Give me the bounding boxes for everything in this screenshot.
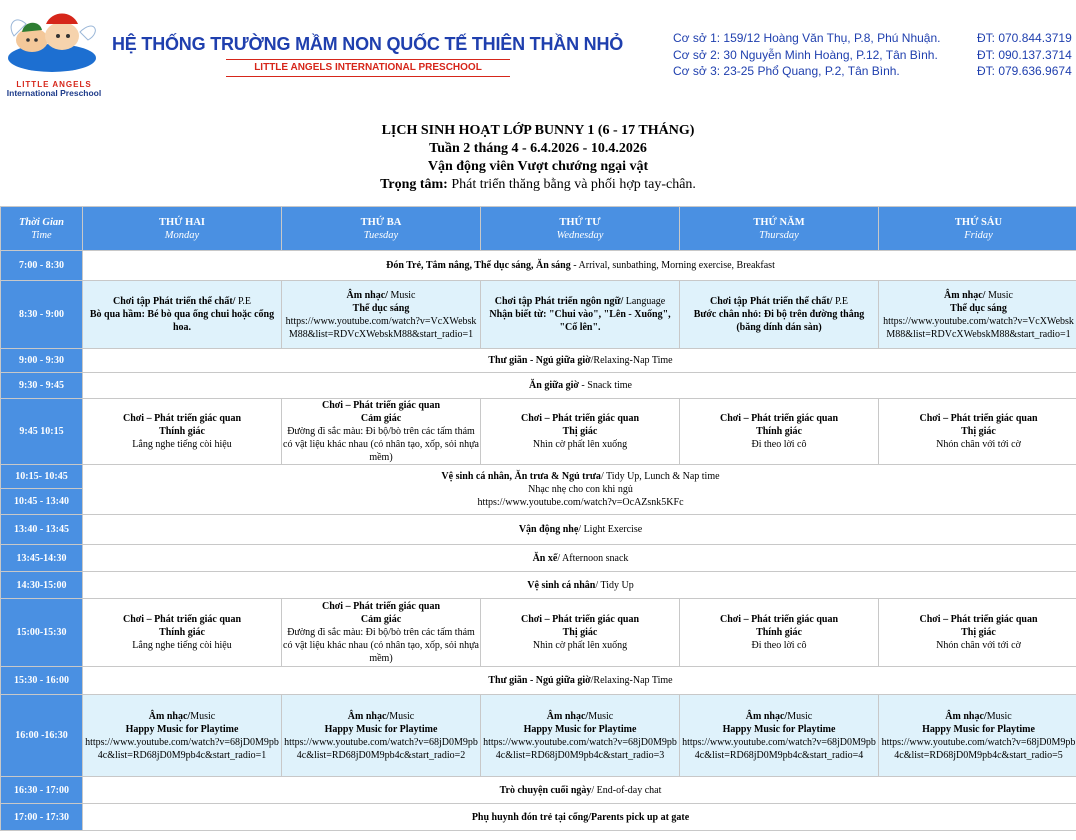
activity-cell: Thư giãn - Ngủ giữa giờ/Relaxing-Nap Time: [83, 349, 1076, 373]
table-header-row: [1, 207, 1076, 251]
activity-cell: Đón Trẻ, Tắm nắng, Thể dục sáng, Ăn sáng - Arrival, sunbathing, Morning exercise, Breakfast: [83, 251, 1076, 281]
logo-text-sub: International Preschool: [6, 88, 102, 98]
schedule-focus: Trọng tâm: Phát triển thăng bằng và phối hợp tay-chân.: [380, 177, 696, 192]
table-row: [1, 572, 1076, 599]
activity-cell: Chơi – Phát triển giác quan Thị giác Nhón chân với tới cờ: [879, 399, 1076, 465]
time-cell: 7:00 - 8:30: [1, 251, 83, 281]
activity-cell: Chơi tập Phát triển ngôn ngữ/ Language Nhận biết từ: "Chui vào", "Lên - Xuống", "Cố lên".: [481, 281, 680, 349]
schedule-title: [0, 122, 1076, 194]
column-header-day: THỨ NĂM Thursday: [680, 207, 879, 251]
table-row: [1, 515, 1076, 545]
branch-phone: ĐT: 079.636.9674: [977, 64, 1072, 78]
activity-cell: Chơi – Phát triển giác quan Thị giác Nhón chân với tới cờ: [879, 599, 1076, 667]
activity-cell: Chơi – Phát triển giác quan Thị giác Nhìn cờ phất lên xuống: [481, 399, 680, 465]
column-header-day: THỨ SÁU Friday: [879, 207, 1076, 251]
activity-cell: Vận động nhẹ/ Light Exercise: [83, 515, 1076, 545]
activity-cell: Trò chuyện cuối ngày/ End-of-day chat: [83, 777, 1076, 804]
activity-cell: Chơi – Phát triển giác quan Thị giác Nhìn cờ phất lên xuống: [481, 599, 680, 667]
activity-cell: Chơi – Phát triển giác quan Cảm giác Đường đi sắc màu: Đi bộ/bò trên các tấm thảm có vật liệu khác nhau (cỏ nhân tạo, xốp, sỏi nhựa mềm): [282, 599, 481, 667]
music-link[interactable]: https://www.youtube.com/watch?v=VcXWebskM88&list=RDVcXWebskM88&start_radio=1: [883, 315, 1074, 340]
time-cell: 13:40 - 13:45: [1, 515, 83, 545]
branch-address: Cơ sở 3: 23-25 Phổ Quang, P.2, Tân Bình.: [673, 64, 900, 78]
branch-item: [673, 63, 1073, 80]
activity-cell: Phụ huynh đón trẻ tại cổng/Parents pick up at gate: [83, 804, 1076, 831]
time-cell: 16:00 -16:30: [1, 695, 83, 777]
activity-cell: Ăn xế/ Afternoon snack: [83, 545, 1076, 572]
table-row: [1, 465, 1076, 489]
school-logo: [2, 6, 104, 98]
time-cell: 8:30 - 9:00: [1, 281, 83, 349]
activity-cell: Âm nhạc/ Music Thể dục sáng https://www.youtube.com/watch?v=VcXWebskM88&list=RDVcXWebskM88&start_radio=1: [282, 281, 481, 349]
table-row: [1, 373, 1076, 399]
table-row: [1, 667, 1076, 695]
branch-item: [673, 47, 1073, 64]
music-link[interactable]: https://www.youtube.com/watch?v=68jD0M9pb4c&list=RD68jD0M9pb4c&start_radio=5: [881, 736, 1076, 761]
lullaby-link[interactable]: https://www.youtube.com/watch?v=OcAZsnk5KFc: [477, 497, 684, 508]
branch-phone: ĐT: 090.137.3714: [977, 47, 1072, 62]
activity-cell: Chơi – Phát triển giác quan Thính giác Lắng nghe tiếng còi hiệu: [83, 399, 282, 465]
schedule-week: Tuần 2 tháng 4 - 6.4.2026 - 10.4.2026: [429, 141, 647, 156]
time-cell: 15:30 - 16:00: [1, 667, 83, 695]
table-row: [1, 281, 1076, 349]
table-row: [1, 804, 1076, 831]
time-cell: 10:15- 10:45: [1, 465, 83, 489]
school-title: HỆ THỐNG TRƯỜNG MẦM NON QUỐC TẾ THIÊN THẦN NHỎ: [112, 34, 624, 54]
activity-cell: Vệ sinh cá nhân, Ăn trưa & Ngủ trưa/ Tidy Up, Lunch & Nap time Nhạc nhẹ cho con khi ngủ https://www.youtube.com/watch?v=OcAZsnk5KFc: [83, 465, 1076, 515]
time-cell: 17:00 - 17:30: [1, 804, 83, 831]
schedule-theme: Vận động viên Vượt chướng ngại vật: [427, 159, 649, 174]
music-link[interactable]: https://www.youtube.com/watch?v=68jD0M9pb4c&list=RD68jD0M9pb4c&start_radio=1: [85, 736, 279, 761]
branch-item: [673, 30, 1073, 47]
table-row: [1, 599, 1076, 667]
activity-cell: Âm nhạc/ Music Thể dục sáng https://www.youtube.com/watch?v=VcXWebskM88&list=RDVcXWebskM88&start_radio=1: [879, 281, 1076, 349]
branch-address: Cơ sở 1: 159/12 Hoàng Văn Thụ, P.8, Phú Nhuận.: [673, 31, 941, 45]
activity-cell: Âm nhạc/Music Happy Music for Playtime https://www.youtube.com/watch?v=68jD0M9pb4c&list=RD68jD0M9pb4c&start_radio=4: [680, 695, 879, 777]
music-link[interactable]: https://www.youtube.com/watch?v=VcXWebskM88&list=RDVcXWebskM88&start_radio=1: [285, 315, 477, 340]
logo-text-name: LITTLE ANGELS: [16, 80, 92, 89]
activity-cell: Chơi – Phát triển giác quan Thính giác Lắng nghe tiếng còi hiệu: [83, 599, 282, 667]
time-cell: 13:45-14:30: [1, 545, 83, 572]
school-subtitle: LITTLE ANGELS INTERNATIONAL PRESCHOOL: [226, 59, 510, 77]
music-link[interactable]: https://www.youtube.com/watch?v=68jD0M9pb4c&list=RD68jD0M9pb4c&start_radio=3: [483, 736, 677, 761]
music-link[interactable]: https://www.youtube.com/watch?v=68jD0M9pb4c&list=RD68jD0M9pb4c&start_radio=4: [682, 736, 876, 761]
page-header: [0, 0, 1076, 100]
music-link[interactable]: https://www.youtube.com/watch?v=68jD0M9pb4c&list=RD68jD0M9pb4c&start_radio=2: [284, 736, 478, 761]
table-row: [1, 251, 1076, 281]
activity-cell: Ăn giữa giờ - Snack time: [83, 373, 1076, 399]
branch-list: [673, 30, 1073, 80]
activity-cell: Chơi – Phát triển giác quan Thính giác Đi theo lời cô: [680, 599, 879, 667]
table-row: [1, 545, 1076, 572]
schedule-title-line: LỊCH SINH HOẠT LỚP BUNNY 1 (6 - 17 THÁNG): [381, 123, 695, 138]
activity-cell: Chơi tập Phát triển thể chất/ P.E Bò qua hầm: Bé bò qua ống chui hoặc cổng hoa.: [83, 281, 282, 349]
table-row: [1, 399, 1076, 465]
table-row: [1, 777, 1076, 804]
activity-cell: Chơi tập Phát triển thể chất/ P.E Bước chân nhỏ: Đi bộ trên đường thẳng (băng dính dán sàn): [680, 281, 879, 349]
activity-cell: Âm nhạc/Music Happy Music for Playtime https://www.youtube.com/watch?v=68jD0M9pb4c&list=RD68jD0M9pb4c&start_radio=3: [481, 695, 680, 777]
time-cell: 9:00 - 9:30: [1, 349, 83, 373]
time-cell: 15:00-15:30: [1, 599, 83, 667]
time-cell: 14:30-15:00: [1, 572, 83, 599]
column-header-day: THỨ BA Tuesday: [282, 207, 481, 251]
column-header-day: THỨ TƯ Wednesday: [481, 207, 680, 251]
time-cell: 9:30 - 9:45: [1, 373, 83, 399]
column-header-time: Thời Gian Time: [1, 207, 83, 251]
time-cell: 9:45 10:15: [1, 399, 83, 465]
activity-cell: Âm nhạc/Music Happy Music for Playtime https://www.youtube.com/watch?v=68jD0M9pb4c&list=RD68jD0M9pb4c&start_radio=1: [83, 695, 282, 777]
time-cell: 16:30 - 17:00: [1, 777, 83, 804]
time-cell: 10:45 - 13:40: [1, 489, 83, 515]
branch-address: Cơ sở 2: 30 Nguyễn Minh Hoàng, P.12, Tân Bình.: [673, 47, 938, 62]
activity-cell: Vệ sinh cá nhân/ Tidy Up: [83, 572, 1076, 599]
activity-cell: Chơi – Phát triển giác quan Cảm giác Đường đi sắc màu: Đi bộ/bò trên các tấm thảm có vật liệu khác nhau (cỏ nhân tạo, xốp, sỏi nhựa mềm): [283, 400, 479, 463]
angel-logo-icon: [2, 6, 104, 78]
activity-cell: Thư giãn - Ngủ giữa giờ/Relaxing-Nap Time: [83, 667, 1076, 695]
activity-cell: Âm nhạc/Music Happy Music for Playtime https://www.youtube.com/watch?v=68jD0M9pb4c&list=RD68jD0M9pb4c&start_radio=2: [282, 695, 481, 777]
branch-phone: ĐT: 070.844.3719: [977, 31, 1072, 45]
table-row: [1, 349, 1076, 373]
column-header-day: THỨ HAI Monday: [83, 207, 282, 251]
table-row: [1, 695, 1076, 777]
activity-cell: Chơi – Phát triển giác quan Thính giác Đi theo lời cô: [680, 399, 879, 465]
activity-cell: Âm nhạc/Music Happy Music for Playtime https://www.youtube.com/watch?v=68jD0M9pb4c&list=RD68jD0M9pb4c&start_radio=5: [879, 695, 1076, 777]
schedule-table: [0, 206, 1076, 831]
